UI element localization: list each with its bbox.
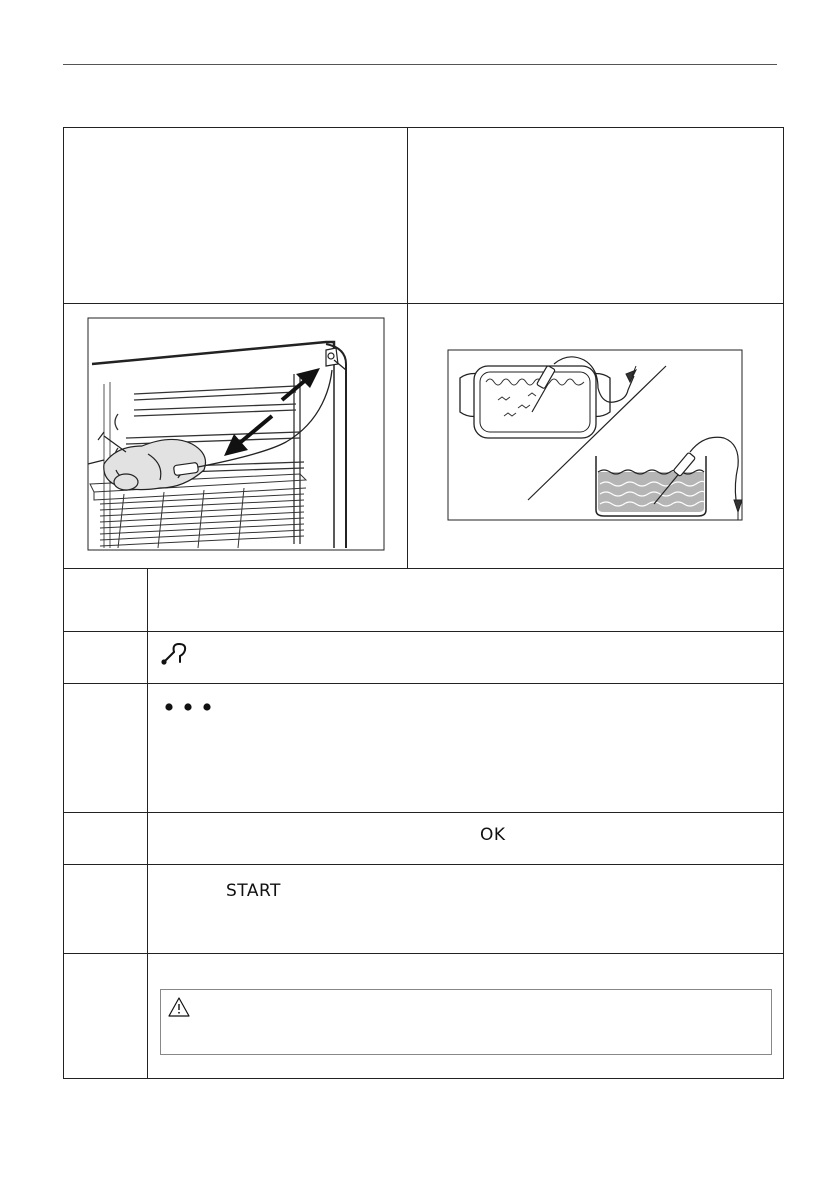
probe-icon [160, 642, 188, 666]
step-description-cell [148, 632, 784, 684]
step-row-1 [64, 569, 784, 632]
step-number-cell [64, 954, 148, 1079]
step-description-cell [148, 569, 784, 632]
step-number-cell [64, 865, 148, 954]
step-row-2 [64, 632, 784, 684]
step-row-5 [64, 865, 784, 954]
probe-usage-illustration [408, 304, 784, 568]
step-row-3 [64, 684, 784, 813]
instruction-table [63, 127, 784, 1079]
intro-cell-left [64, 128, 408, 304]
intro-cell-right [408, 128, 784, 304]
step-description-cell [148, 684, 784, 813]
step-number-cell [64, 813, 148, 865]
step-number-cell [64, 684, 148, 813]
probe-usage-illustration-cell [408, 304, 784, 569]
step-description-cell [148, 865, 784, 954]
intro-row [64, 128, 784, 304]
step-number-cell [64, 632, 148, 684]
step-number-cell [64, 569, 148, 632]
warning-triangle-icon [167, 996, 191, 1018]
warning-box [160, 989, 772, 1055]
step-description-cell [148, 813, 784, 865]
oven-probe-illustration [64, 304, 408, 568]
ok-key-label: OK [480, 825, 506, 845]
step-description-cell [148, 954, 784, 1079]
three-dots-icon [164, 702, 214, 712]
step-row-4 [64, 813, 784, 865]
oven-illustration-cell [64, 304, 408, 569]
header-rule [63, 64, 777, 65]
illustration-row [64, 304, 784, 569]
start-key-label: START [226, 881, 281, 901]
step-row-6 [64, 954, 784, 1079]
